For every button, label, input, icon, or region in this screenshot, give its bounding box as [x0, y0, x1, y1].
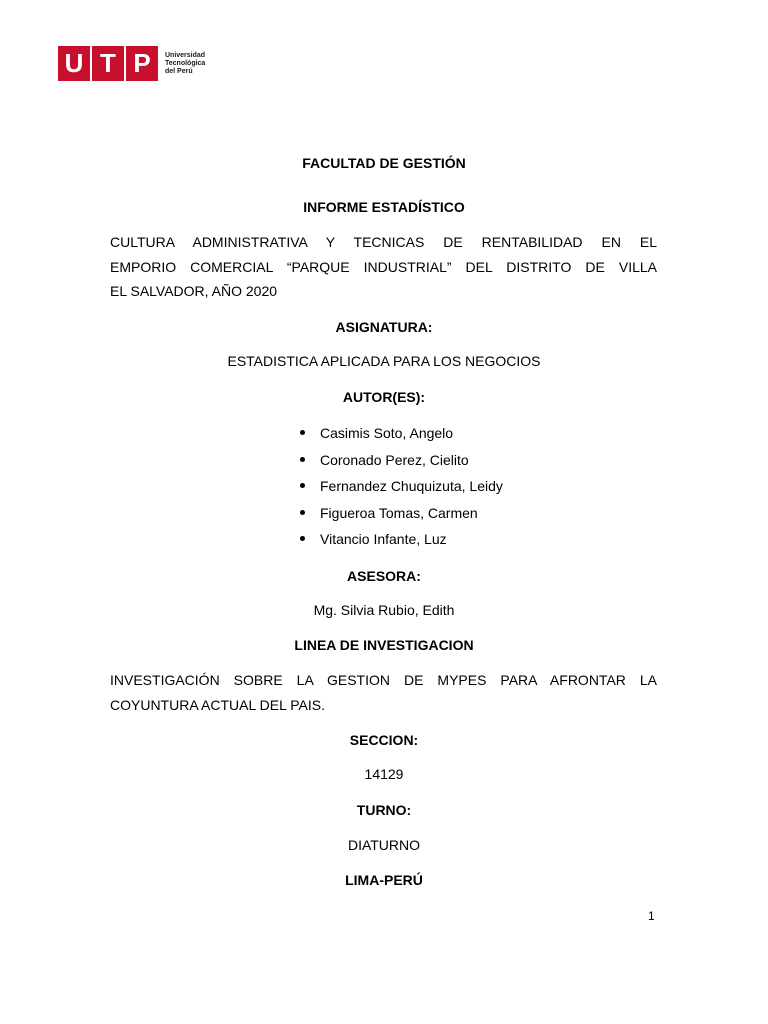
report-title-line: CULTURA ADMINISTRATIVA Y TECNICAS DE RENTABILIDAD EN EL: [110, 234, 657, 250]
faculty-heading: FACULTAD DE GESTIÓN: [302, 155, 466, 171]
report-title-line: EL SALVADOR, AÑO 2020: [110, 283, 278, 299]
shift-value: DIATURNO: [347, 837, 421, 853]
author-item: [298, 504, 503, 531]
bullet-icon: [300, 536, 305, 541]
report-title: [110, 230, 657, 304]
utp-logo: [58, 46, 205, 81]
research-line-text: INVESTIGACIÓN SOBRE LA GESTION DE MYPES PARA AFRONTAR LA: [110, 672, 657, 688]
utp-logo-mark: [58, 46, 158, 81]
report-title-line: EMPORIO COMERCIAL “PARQUE INDUSTRIAL” DEL DISTRITO DE VILLA: [110, 258, 657, 275]
section-value: 14129: [364, 766, 404, 782]
research-line-value: [110, 668, 657, 717]
logo-text-line: Tecnológica: [165, 59, 206, 67]
research-line-heading: LINEA DE INVESTIGACION: [294, 637, 474, 653]
advisor-heading: ASESORA:: [347, 568, 421, 584]
logo-text-line: Universidad: [165, 51, 206, 59]
subject-heading: ASIGNATURA:: [335, 319, 433, 335]
author-name: Figueroa Tomas, Carmen: [320, 504, 478, 521]
report-type-heading: INFORME ESTADÍSTICO: [303, 199, 465, 215]
author-item: [298, 451, 503, 478]
bullet-icon: [300, 483, 305, 488]
logo-letter-u: U: [64, 48, 84, 78]
shift-heading: TURNO:: [356, 802, 412, 818]
authors-heading: AUTOR(ES):: [342, 389, 426, 405]
location: LIMA-PERÚ: [345, 872, 423, 888]
logo-letter-p: P: [133, 48, 151, 78]
author-item: [298, 424, 503, 451]
author-name: Fernandez Chuquizuta, Leidy: [320, 478, 503, 495]
author-name: Casimis Soto, Angelo: [320, 425, 454, 441]
research-line-text: COYUNTURA ACTUAL DEL PAIS.: [110, 696, 325, 713]
advisor-value: Mg. Silvia Rubio, Edith: [313, 602, 455, 618]
page-number: 1: [648, 909, 655, 923]
subject-value: ESTADISTICA APLICADA PARA LOS NEGOCIOS: [227, 353, 541, 369]
logo-university-name: [165, 52, 205, 76]
section-heading: SECCION:: [349, 732, 419, 748]
bullet-icon: [300, 510, 305, 515]
logo-letter-t: T: [100, 48, 116, 78]
logo-text-line: del Perú: [165, 67, 193, 75]
bullet-icon: [300, 457, 305, 462]
bullet-icon: [300, 430, 305, 435]
author-item: [298, 530, 503, 557]
author-item: [298, 477, 503, 504]
author-name: Coronado Perez, Cielito: [320, 451, 469, 468]
author-name: Vitancio Infante, Luz: [320, 531, 447, 548]
authors-list: [298, 424, 503, 557]
